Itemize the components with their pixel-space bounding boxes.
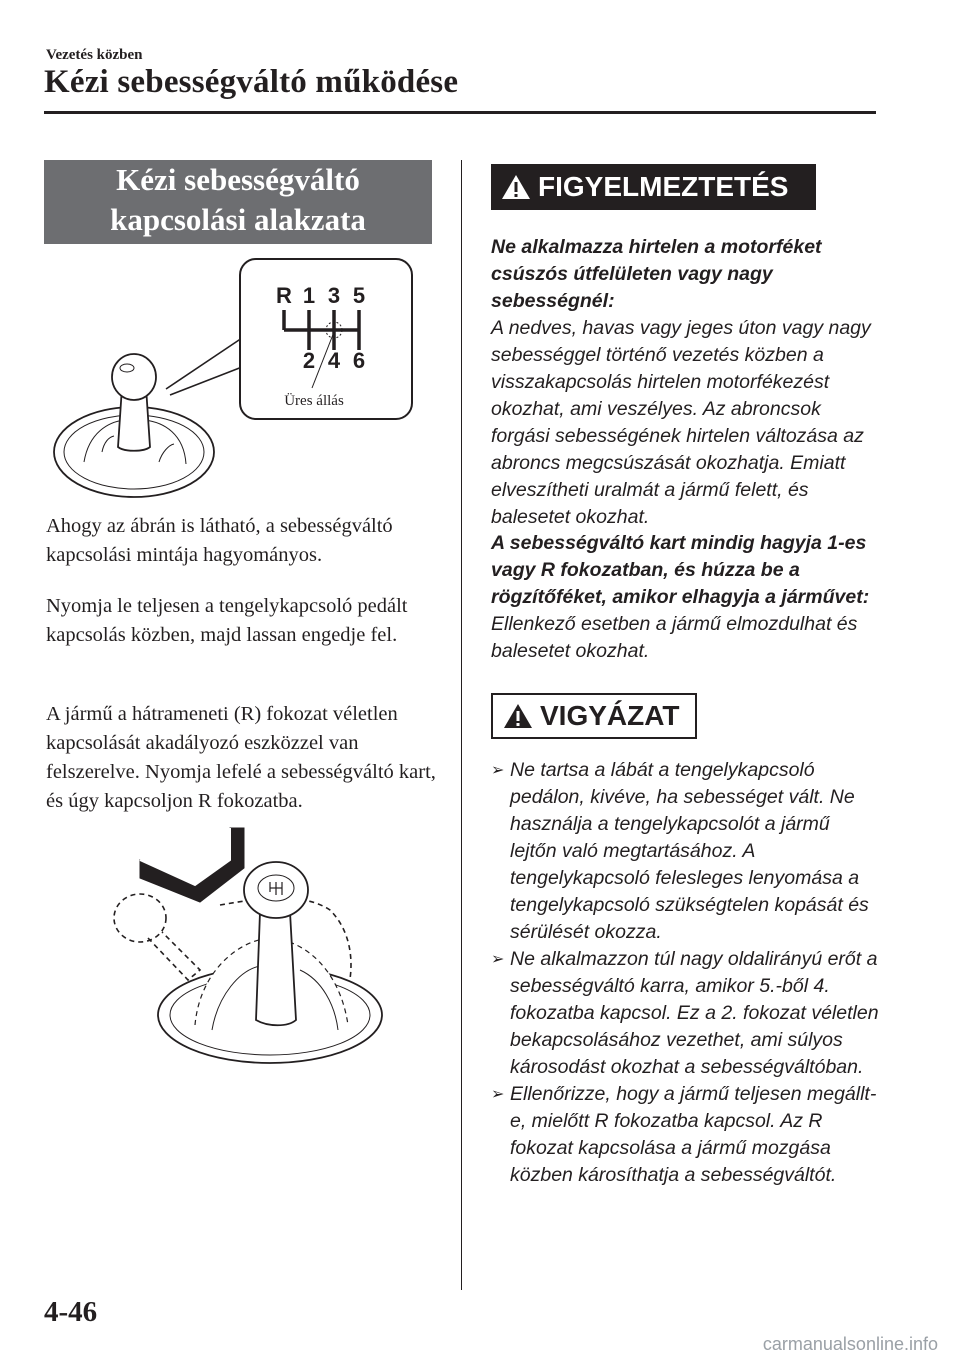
gear-label-4: 4 bbox=[327, 348, 341, 373]
warning-badge bbox=[491, 164, 816, 210]
caution-item bbox=[491, 757, 881, 946]
bullet-arrow-icon: ➢ bbox=[491, 762, 505, 779]
gear-lever-drawing bbox=[54, 354, 214, 497]
warning-2-title: A sebességváltó kart mindig hagyja 1-es vagy R fokozatban, és húzza be a rögzítőféket, amikor elhagyja a járművet: bbox=[491, 532, 870, 608]
section-heading-line1: Kézi sebességváltó bbox=[116, 162, 360, 197]
warning-2 bbox=[491, 530, 879, 665]
push-down-arrow bbox=[140, 828, 244, 902]
gear-label-2: 2 bbox=[302, 348, 316, 373]
gear-label-r: R bbox=[276, 283, 292, 308]
section-heading-line2: kapcsolási alakzata bbox=[110, 202, 366, 237]
reverse-gear-figure bbox=[100, 820, 390, 1065]
page-title: Kézi sebességváltó működése bbox=[44, 64, 459, 100]
paragraph-pattern: Ahogy az ábrán is látható, a sebességváltó kapcsolási mintája hagyományos. bbox=[46, 515, 393, 566]
warning-1-title: Ne alkalmazza hirtelen a motorféket csúszós útfelületen vagy nagy sebességnél: bbox=[491, 236, 822, 312]
page-number: 4-46 bbox=[44, 1296, 98, 1328]
section-heading bbox=[44, 160, 432, 244]
caution-item-text: Ne tartsa a lábát a tengelykapcsoló pedálon, kivéve, ha sebességet vált. Ne használja a tengelykapcsolót a jármű lejtőn való megtartásához. A tengelykapcsoló felesleges lenyomása a tengelykapcsoló szükségtelen kopását és sérülését okozza. bbox=[510, 759, 869, 943]
section-label: Vezetés közben bbox=[46, 47, 143, 63]
caution-item-text: Ne alkalmazzon túl nagy oldalirányú erőt a sebességváltó karra, amikor 5.-ből 4. fokozatba kapcsol. Ez a 2. fokozat véletlen bekapcsolásához vezethet, ami súlyos károsodást okozhat a sebességváltóban. bbox=[510, 948, 879, 1078]
bullet-arrow-icon: ➢ bbox=[491, 1086, 505, 1103]
caution-item bbox=[491, 946, 881, 1081]
warning-2-body: Ellenkező esetben a jármű elmozdulhat és balesetet okozhat. bbox=[491, 613, 858, 662]
gear-label-5: 5 bbox=[352, 283, 366, 308]
shift-pattern-figure bbox=[44, 252, 424, 507]
paragraph-clutch: Nyomja le teljesen a tengelykapcsoló pedált kapcsolás közben, majd lassan engedje fel. bbox=[46, 595, 408, 646]
column-divider bbox=[461, 160, 462, 1290]
gear-label-6: 6 bbox=[352, 348, 366, 373]
caution-item bbox=[491, 1081, 881, 1189]
warning-triangle-icon bbox=[501, 173, 531, 201]
warning-1-body: A nedves, havas vagy jeges úton vagy nagy sebességgel történő vezetés közben a visszakapcsolás hirtelen motorfékezést okozhat, ami veszélyes. Az abroncsok forgási sebességének hirtelen változása az abroncs megcsúszását okozhatja. Emiatt elveszítheti uralmát a jármű felett, és balesetet okozhat. bbox=[491, 317, 871, 528]
warning-1 bbox=[491, 234, 879, 531]
warning-label: FIGYELMEZTETÉS bbox=[538, 171, 789, 202]
caution-label: VIGYÁZAT bbox=[540, 700, 680, 731]
bullet-arrow-icon: ➢ bbox=[491, 951, 505, 968]
caution-badge bbox=[491, 693, 697, 739]
title-rule bbox=[44, 111, 876, 114]
neutral-label: Üres állás bbox=[284, 393, 344, 409]
watermark: carmanualsonline.info bbox=[762, 1334, 938, 1354]
paragraph-reverse: A jármű a hátrameneti (R) fokozat véletlen kapcsolását akadályozó eszközzel van felszerelve. Nyomja lefelé a sebességváltó kart, és úgy kapcsoljon R fokozatba. bbox=[46, 703, 436, 812]
caution-list bbox=[491, 757, 881, 1189]
gear-label-1: 1 bbox=[302, 283, 316, 308]
warning-triangle-icon bbox=[503, 702, 533, 730]
caution-item-text: Ellenőrizze, hogy a jármű teljesen megállt-e, mielőtt R fokozatba kapcsol. Az R fokozat kapcsolása a jármű mozgása közben károsíthatja a sebességváltót. bbox=[510, 1083, 877, 1186]
gear-label-3: 3 bbox=[327, 283, 341, 308]
